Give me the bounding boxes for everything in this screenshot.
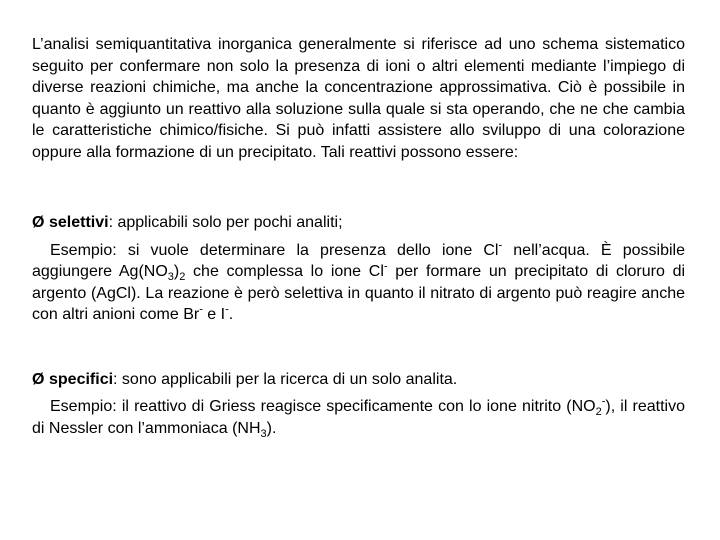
desc-specifici: : sono applicabili per la ricerca di un solo analita.: [113, 370, 458, 388]
example-text: nell’acqua. È possibile aggiungere Ag(NO: [32, 241, 686, 280]
subscript: 2: [179, 271, 186, 284]
superscript: -: [225, 303, 229, 316]
term-selettivi: selettivi: [49, 214, 109, 231]
spacer: [32, 326, 685, 369]
superscript: -: [498, 239, 503, 252]
document-body: [32, 34, 685, 439]
example-text: per formare un precipitato di cloruro di argento (AgCl). La reazione è però selettiva in quanto il nitrato di argento può reagire anche con altri anioni come Br: [32, 263, 686, 323]
example-text: ), il reattivo di Nessler con l’ammoniaca (NH: [32, 398, 685, 437]
example-selettivi: [32, 240, 685, 326]
example-text: e I: [202, 306, 226, 323]
bullet-specifici: [32, 369, 685, 391]
subscript: 2: [595, 406, 602, 419]
desc-selettivi: : applicabili solo per pochi analiti;: [108, 214, 343, 231]
arrow-bullet-icon: Ø: [32, 214, 45, 231]
example-text: Esempio: il reattivo di Griess reagisce specificamente con lo ione nitrito (NO: [50, 398, 596, 415]
example-text: Esempio: si vuole determinare la presenza dello ione Cl: [50, 241, 499, 259]
subscript: 3: [260, 427, 267, 440]
example-text: .: [228, 306, 234, 323]
term-specifici: specifici: [49, 370, 114, 388]
superscript: -: [601, 395, 606, 408]
arrow-bullet-icon: Ø: [32, 370, 45, 388]
example-text: che complessa lo ione Cl: [185, 263, 384, 280]
subscript: 3: [167, 271, 174, 284]
intro-paragraph: L’analisi semiquantitativa inorganica generalmente si riferisce ad uno schema sistematico seguito per confermare non solo la presenza di ioni o altri elementi mediante l’impiego di diverse reazioni chimiche, ma anche la concentrazione approssimativa. Ciò è possibile in quanto è aggiunto un reattivo alla soluzione sulla quale si sta operando, che ne che cambia le caratteristiche chimico/fisiche. Si può infatti assistere allo sviluppo di una colorazione oppure alla formazione di un precipitato. Tali reattivi possono essere:: [32, 36, 685, 161]
example-specifici: [32, 396, 685, 439]
superscript: -: [383, 260, 388, 273]
spacer: [32, 163, 685, 212]
superscript: -: [199, 303, 203, 316]
example-text: ).: [266, 419, 277, 437]
bullet-selettivi: [32, 212, 685, 234]
example-text: ): [173, 263, 180, 280]
